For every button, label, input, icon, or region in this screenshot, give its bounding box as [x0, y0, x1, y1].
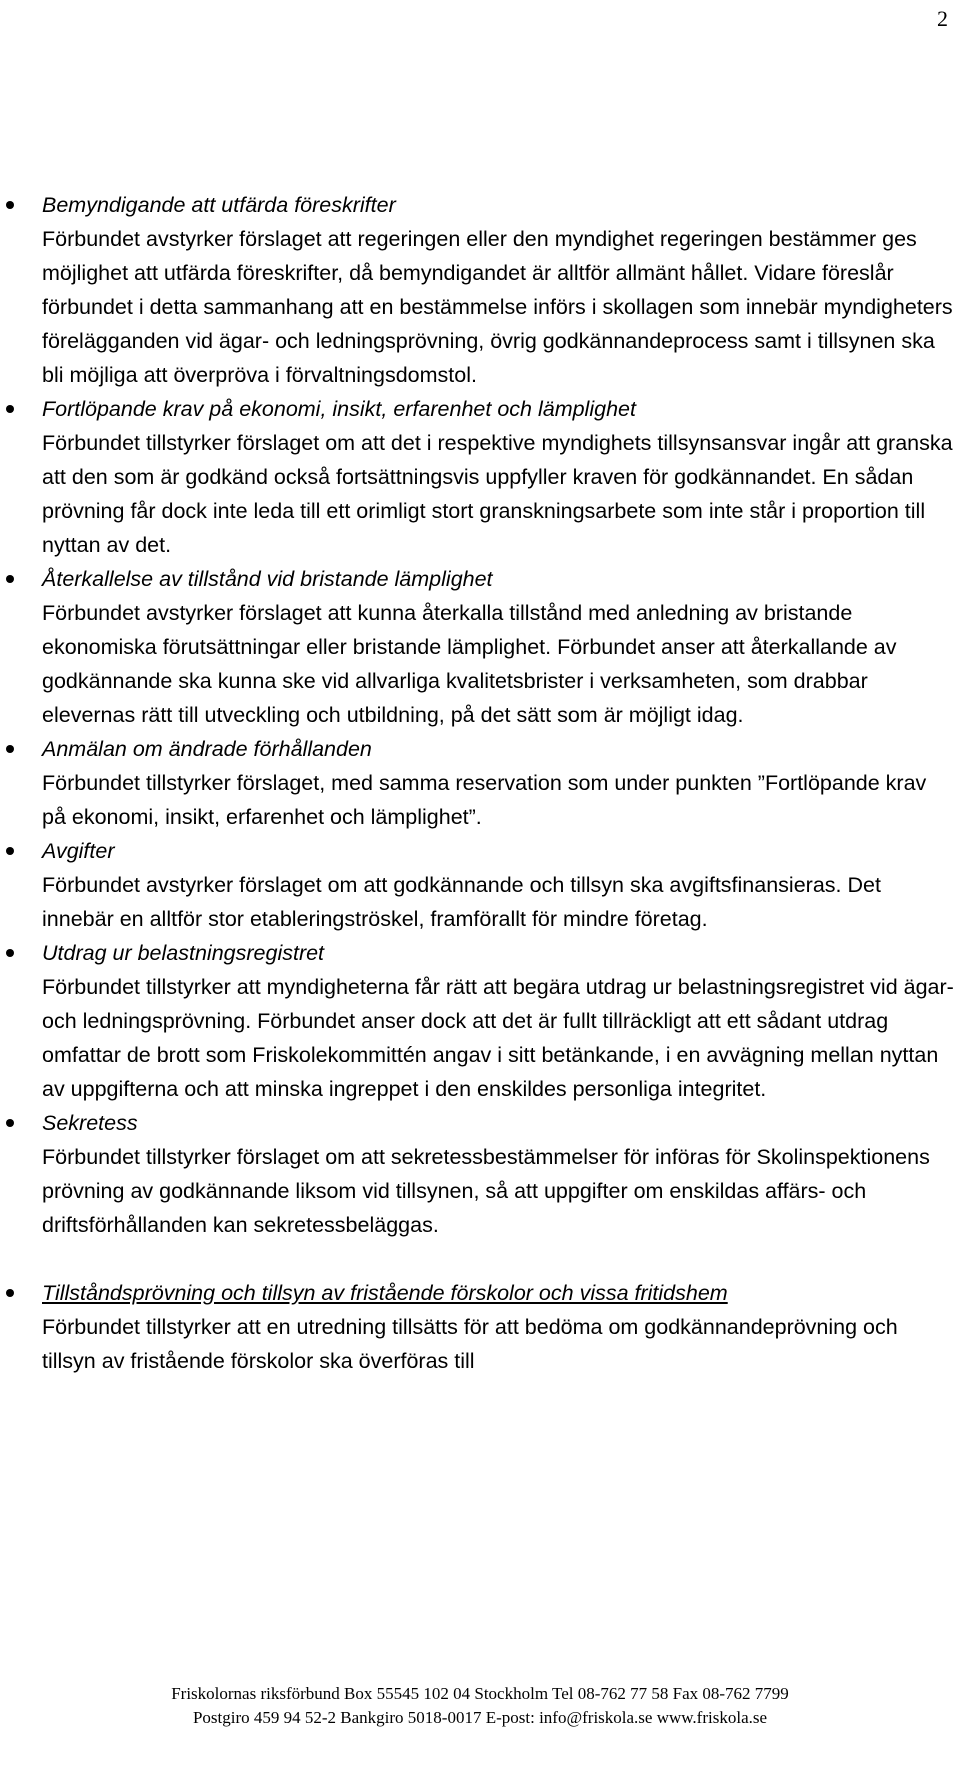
- bullet-icon: [6, 201, 14, 209]
- bullet-icon: [6, 575, 14, 583]
- bullet-icon: [6, 745, 14, 753]
- bullet-icon: [6, 847, 14, 855]
- list-item: [0, 834, 960, 936]
- item-heading: Sekretess: [42, 1111, 138, 1135]
- list-item: [0, 392, 960, 562]
- bullet-icon: [6, 405, 14, 413]
- item-text: Förbundet tillstyrker att en utredning tillsätts för att bedöma om godkännandeprövning och tillsyn av fristående förskolor ska överföras till: [42, 1315, 898, 1373]
- bullet-icon: [6, 1119, 14, 1127]
- list-item: [0, 1106, 960, 1242]
- page-footer: [0, 1682, 960, 1730]
- list-item: [0, 188, 960, 392]
- list-item: [0, 1276, 960, 1378]
- list-item: [0, 936, 960, 1106]
- document-body: [0, 188, 960, 1378]
- item-heading: Fortlöpande krav på ekonomi, insikt, erfarenhet och lämplighet: [42, 397, 636, 421]
- page-number: 2: [937, 6, 948, 31]
- item-text: Förbundet tillstyrker förslaget, med samma reservation som under punkten ”Fortlöpande krav på ekonomi, insikt, erfarenhet och lämplighet”.: [42, 771, 927, 829]
- bullet-icon: [6, 949, 14, 957]
- item-text: Förbundet avstyrker förslaget att kunna återkalla tillstånd med anledning av bristande ekonomiska förutsättningar eller bristande lämplighet. Förbundet anser att återkallande av godkännande ska kunna ske vid allvarliga kvalitetsbrister i verksamheten, som drabbar elevernas rätt till utveckling och utbildning, på det sätt som är möjligt idag.: [42, 601, 897, 727]
- item-heading: Tillståndsprövning och tillsyn av fristående förskolor och vissa fritidshem: [42, 1281, 728, 1305]
- item-text: Förbundet tillstyrker förslaget om att sekretessbestämmelser för införas för Skolinspektionens prövning av godkännande liksom vid tillsynen, så att uppgifter om enskildas affärs- och driftsförhållanden kan sekretessbeläggas.: [42, 1145, 930, 1237]
- item-heading: Utdrag ur belastningsregistret: [42, 941, 325, 965]
- item-text: Förbundet tillstyrker att myndigheterna får rätt att begära utdrag ur belastningsregistret vid ägar- och ledningsprövning. Förbundet anser dock att det är fullt tillräckligt att ett sådant utdrag omfattar de brott som Friskolekommittén angav i sitt betänkande, i en avvägning mellan nyttan av uppgifterna och att minska ingreppet i den enskildes personliga integritet.: [42, 975, 954, 1101]
- footer-contact: Postgiro 459 94 52-2 Bankgiro 5018-0017 E-post: info@friskola.se www.friskola.se: [192, 1708, 768, 1727]
- list-item: [0, 732, 960, 834]
- item-text: Förbundet avstyrker förslaget om att godkännande och tillsyn ska avgiftsfinansieras. Det innebär en alltför stor etableringströskel, framförallt för mindre företag.: [42, 873, 881, 931]
- bullet-icon: [6, 1289, 14, 1297]
- item-heading: Återkallelse av tillstånd vid bristande lämplighet: [42, 567, 493, 591]
- item-heading: Avgifter: [42, 839, 115, 863]
- item-text: Förbundet tillstyrker förslaget om att det i respektive myndighets tillsynsansvar ingår att granska att den som är godkänd också fortsättningsvis uppfyller kraven för godkännandet. En sådan prövning får dock inte leda till ett orimligt stort granskningsarbete som inte står i proportion till nyttan av det.: [42, 431, 953, 557]
- list-item: [0, 562, 960, 732]
- footer-address: Friskolornas riksförbund Box 55545 102 04 Stockholm Tel 08-762 77 58 Fax 08-762 7799: [171, 1684, 789, 1703]
- item-text: Förbundet avstyrker förslaget att regeringen eller den myndighet regeringen bestämmer ges möjlighet att utfärda föreskrifter, då bemyndigandet är alltför allmänt hållet. Vidare föreslår förbundet i detta sammanhang att en bestämmelse införs i skollagen som innebär myndigheters förelägganden vid ägar- och ledningsprövning, övrig godkännandeprocess samt i tillsynen ska bli möjliga att överpröva i förvaltningsdomstol.: [42, 227, 953, 387]
- item-heading: Anmälan om ändrade förhållanden: [42, 737, 372, 761]
- item-heading: Bemyndigande att utfärda föreskrifter: [42, 193, 396, 217]
